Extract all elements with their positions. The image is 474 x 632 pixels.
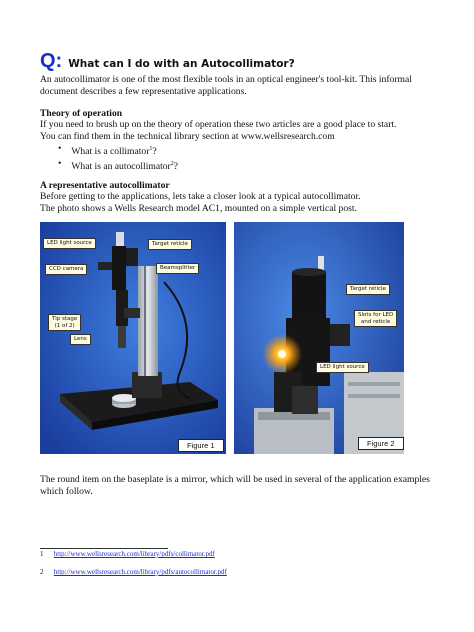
figure-1-label: Figure 1 (178, 439, 224, 452)
bullet-text: What is an autocollimator (71, 161, 171, 173)
callout-target-reticle: Target reticle (346, 284, 390, 295)
figure-2-label: Figure 2 (358, 437, 404, 450)
representative-heading: A representative autocollimator (40, 180, 170, 191)
callout-beamsplitter: Beamsplitter (156, 263, 199, 274)
intro-paragraph: An autocollimator is one of the most flexible tools in an optical engineer's tool-kit. This informal document describes a few representative applications. (40, 74, 412, 97)
question-heading (40, 50, 295, 72)
autocollimator-closeup-illustration (234, 222, 404, 454)
q-marker: Q: (40, 50, 63, 72)
list-item: • What is a collimator$^1$? (58, 143, 157, 158)
figure-2-photo (234, 222, 404, 454)
bullet-icon: • (58, 158, 62, 170)
footnote-ref[interactable]: 2 (170, 161, 174, 168)
list-item: • What is an autocollimator$^2$? (58, 158, 178, 173)
footnote-1: 1 http://www.wellsresearch.com/library/pdfs/collimator.pdf (40, 550, 215, 558)
callout-slots-for-led: Slots for LED and reticle (354, 310, 397, 327)
bullet-text: What is a collimator (71, 146, 150, 158)
mirror-paragraph: The round item on the baseplate is a mirror, which will be used in several of the application examples which follow. (40, 474, 430, 497)
callout-led-light-source: LED light source (316, 362, 369, 373)
footnote-ref[interactable]: 1 (149, 146, 153, 152)
callout-target-reticle: Target reticle (148, 239, 192, 250)
callout-tip-stage: Tip stage (1 of 2) (48, 314, 81, 331)
theory-paragraph: If you need to brush up on the theory of operation these two articles are a good place to start. You can find them in the technical library section at www.wellsresearch.com (40, 119, 397, 142)
footnote-divider (40, 548, 168, 549)
theory-bullet-list (58, 143, 178, 173)
footnote-2: 2 http://www.wellsresearch.com/library/pdfs/autocollimator.pdf (40, 568, 227, 576)
representative-paragraph: Before getting to the applications, lets take a closer look at a typical autocollimator. The photo shows a Wells Research model AC1, mounted on a simple vertical post. (40, 191, 361, 214)
callout-ccd-camera: CCD camera (45, 264, 87, 275)
theory-heading: Theory of operation (40, 108, 123, 119)
footnote-link-collimator[interactable]: http://www.wellsresearch.com/library/pdfs/collimator.pdf (53, 550, 215, 558)
callout-led-light-source: LED light source (43, 238, 96, 249)
bullet-icon: • (58, 143, 62, 154)
question-title: What can I do with an Autocollimator? (68, 58, 295, 70)
autocollimator-on-post-illustration (40, 222, 226, 454)
figure-1-photo (40, 222, 226, 454)
callout-lens: Lens (70, 334, 91, 345)
footnote-link-autocollimator[interactable]: http://www.wellsresearch.com/library/pdfs/autocollimator.pdf (53, 568, 227, 576)
